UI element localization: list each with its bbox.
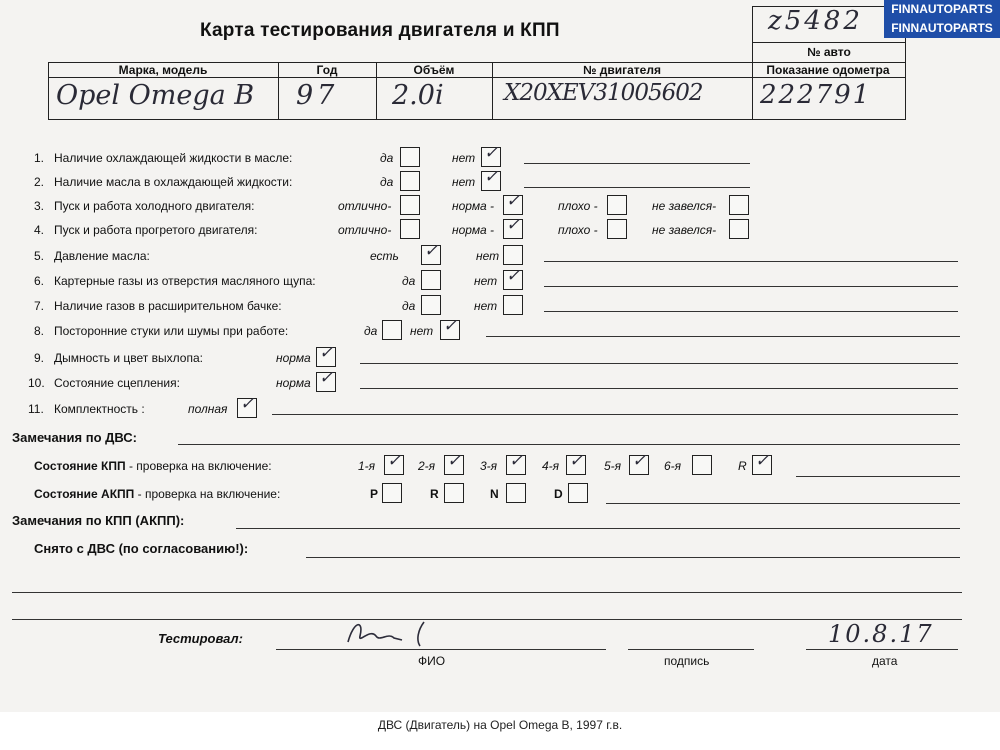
header-volume: Объём xyxy=(413,63,455,77)
item-question: Наличие газов в расширительном бачке: xyxy=(54,299,282,313)
comment-line[interactable] xyxy=(544,261,958,262)
item-question: Пуск и работа прогретого двигателя: xyxy=(54,223,258,237)
checkmark-icon: ✓ xyxy=(569,451,584,471)
option-label: не завелся- xyxy=(652,199,717,213)
checkmark-icon: ✓ xyxy=(387,451,402,471)
date-line[interactable] xyxy=(806,649,958,650)
comment-line[interactable] xyxy=(486,336,960,337)
item-question: Пуск и работа холодного двигателя: xyxy=(54,199,255,213)
option-checkbox[interactable] xyxy=(607,195,627,215)
gear-label: D xyxy=(554,487,563,501)
option-checkbox[interactable] xyxy=(400,171,420,191)
option-label: плохо - xyxy=(558,199,598,213)
checkmark-icon: ✓ xyxy=(755,451,770,471)
image-caption: ДВС (Двигатель) на Opel Omega B, 1997 г.в. xyxy=(377,718,623,732)
watermark-top: FINNAUTOPARTS xyxy=(884,0,1000,19)
gear-label: R xyxy=(430,487,439,501)
gear-checkbox[interactable] xyxy=(692,455,712,475)
option-label: плохо - xyxy=(558,223,598,237)
checkmark-icon: ✓ xyxy=(424,241,439,261)
option-checkbox[interactable] xyxy=(400,147,420,167)
option-label: да xyxy=(402,274,416,288)
option-checkbox[interactable] xyxy=(382,320,402,340)
item-number: 7. xyxy=(34,299,45,313)
remarks-kpp-line[interactable] xyxy=(236,528,960,529)
gear-checkbox[interactable] xyxy=(506,483,526,503)
option-label: нет xyxy=(474,299,498,313)
option-label: нет xyxy=(476,249,500,263)
checkmark-icon: ✓ xyxy=(509,451,524,471)
item-question: Состояние сцепления: xyxy=(54,376,180,390)
signature-line[interactable] xyxy=(628,649,754,650)
value-volume: 2.0i xyxy=(392,80,444,111)
remarks-kpp-label: Замечания по КПП (АКПП): xyxy=(12,513,185,528)
remarks-engine-label: Замечания по ДВС: xyxy=(12,430,137,445)
option-label: полная xyxy=(188,402,228,416)
header-model: Марка, модель xyxy=(118,63,208,77)
date-value: 10.8.17 xyxy=(828,620,934,648)
item-number: 9. xyxy=(34,351,45,365)
auto-number-label: № авто xyxy=(752,42,906,63)
item-number: 3. xyxy=(34,199,45,213)
comment-line[interactable] xyxy=(544,286,958,287)
option-checkbox[interactable] xyxy=(729,219,749,239)
option-label: нет xyxy=(452,151,476,165)
gear-checkbox[interactable] xyxy=(382,483,402,503)
gear-label: N xyxy=(490,487,499,501)
option-label: не завелся- xyxy=(652,223,717,237)
option-checkbox[interactable] xyxy=(729,195,749,215)
checkmark-icon: ✓ xyxy=(632,451,647,471)
checkmark-icon: ✓ xyxy=(443,316,458,336)
option-label: да xyxy=(402,299,416,313)
gear-label: 5-я xyxy=(604,459,622,473)
kpp-label: Состояние КПП - проверка на включение: xyxy=(34,459,272,473)
checkmark-icon: ✓ xyxy=(240,394,255,414)
item-number: 1. xyxy=(34,151,45,165)
item-question: Давление масла: xyxy=(54,249,150,263)
option-checkbox[interactable] xyxy=(503,245,523,265)
gear-checkbox[interactable] xyxy=(444,483,464,503)
checkmark-icon: ✓ xyxy=(319,368,334,388)
option-label: нет xyxy=(410,324,434,338)
handwritten-signature xyxy=(340,614,450,650)
fio-caption: ФИО xyxy=(418,654,446,668)
item-question: Дымность и цвет выхлопа: xyxy=(54,351,203,365)
removed-label: Снято с ДВС (по согласованию!): xyxy=(34,541,249,556)
checkmark-icon: ✓ xyxy=(506,191,521,211)
gear-label: 1-я xyxy=(358,459,376,473)
gear-label: R xyxy=(738,459,747,473)
option-label: отлично- xyxy=(338,223,392,237)
item-number: 4. xyxy=(34,223,45,237)
item-question: Наличие масла в охлаждающей жидкости: xyxy=(54,175,293,189)
item-number: 10. xyxy=(28,376,45,390)
option-label: норма - xyxy=(452,199,495,213)
item-number: 2. xyxy=(34,175,45,189)
option-checkbox[interactable] xyxy=(421,295,441,315)
comment-line[interactable] xyxy=(272,414,958,415)
option-checkbox[interactable] xyxy=(421,270,441,290)
value-model: Opel Omega B xyxy=(56,80,255,111)
option-label: норма - xyxy=(452,223,495,237)
value-year: 97 xyxy=(296,80,339,111)
item-question: Комплектность : xyxy=(54,402,145,416)
tested-label: Тестировал: xyxy=(158,631,243,646)
value-engine-no: X20XEV31005602 xyxy=(504,80,703,106)
header-year: Год xyxy=(316,63,338,77)
comment-line[interactable] xyxy=(360,388,958,389)
comment-line[interactable] xyxy=(524,163,750,164)
gear-checkbox[interactable] xyxy=(568,483,588,503)
header-odometer: Показание одометра xyxy=(766,63,890,77)
option-label: отлично- xyxy=(338,199,392,213)
form-title: Карта тестирования двигателя и КПП xyxy=(200,20,560,41)
option-checkbox[interactable] xyxy=(400,195,420,215)
option-checkbox[interactable] xyxy=(607,219,627,239)
checkmark-icon: ✓ xyxy=(506,266,521,286)
option-label: норма xyxy=(276,351,311,365)
item-number: 6. xyxy=(34,274,45,288)
comment-line[interactable] xyxy=(524,187,750,188)
header-engine-no: № двигателя xyxy=(583,63,661,77)
gear-label: 2-я xyxy=(418,459,436,473)
watermark-bottom: FINNAUTOPARTS xyxy=(884,19,1000,38)
item-question: Наличие охлаждающей жидкости в масле: xyxy=(54,151,293,165)
item-number: 11. xyxy=(28,402,44,416)
comment-line[interactable] xyxy=(360,363,958,364)
option-label: да xyxy=(380,151,394,165)
option-checkbox[interactable] xyxy=(503,295,523,315)
item-number: 8. xyxy=(34,324,45,338)
option-checkbox[interactable] xyxy=(400,219,420,239)
auto-number-value: z5482 xyxy=(768,6,863,36)
item-question: Картерные газы из отверстия масляного щупа: xyxy=(54,274,316,288)
option-label: да xyxy=(364,324,378,338)
checkmark-icon: ✓ xyxy=(506,215,521,235)
item-number: 5. xyxy=(34,249,45,263)
option-label: да xyxy=(380,175,394,189)
akpp-label: Состояние АКПП - проверка на включение: xyxy=(34,487,281,501)
option-label: нет xyxy=(452,175,476,189)
gear-label: 3-я xyxy=(480,459,498,473)
checkmark-icon: ✓ xyxy=(484,167,499,187)
signature-caption: подпись xyxy=(664,654,710,668)
option-label: нет xyxy=(474,274,498,288)
value-odometer: 222791 xyxy=(760,80,872,110)
gear-label: 4-я xyxy=(542,459,560,473)
gear-label: 6-я xyxy=(664,459,682,473)
item-question: Посторонние стуки или шумы при работе: xyxy=(54,324,289,338)
comment-line[interactable] xyxy=(544,311,958,312)
checkmark-icon: ✓ xyxy=(484,143,499,163)
option-label: норма xyxy=(276,376,311,390)
checkmark-icon: ✓ xyxy=(319,343,334,363)
remarks-engine-line[interactable] xyxy=(178,444,960,445)
date-caption: дата xyxy=(872,654,898,668)
gear-label: P xyxy=(370,487,379,501)
checkmark-icon: ✓ xyxy=(447,451,462,471)
option-label: есть xyxy=(370,249,399,263)
